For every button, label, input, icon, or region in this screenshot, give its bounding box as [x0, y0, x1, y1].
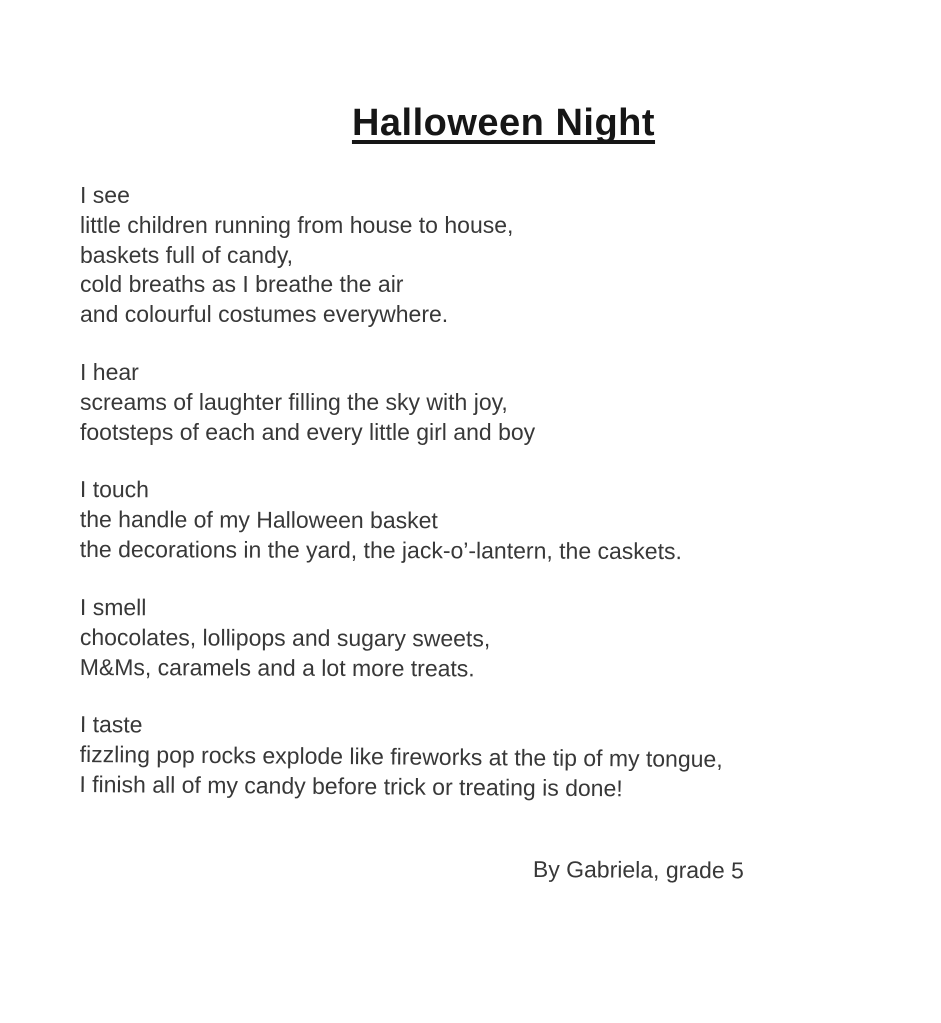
poem-line: the decorations in the yard, the jack-o’-lantern, the caskets. [79, 535, 682, 565]
poem-line: chocolates, lollipops and sugary sweets, [79, 623, 491, 651]
poem-line: the handle of my Halloween basket [79, 506, 438, 534]
stanza-see [80, 181, 901, 330]
poem-line: M&Ms, caramels and a lot more treats. [79, 653, 475, 681]
poem-line: I hear [80, 358, 139, 385]
poem-line: I finish all of my candy before trick or treating is done! [79, 770, 623, 802]
poem-line: little children running from house to house, [80, 211, 514, 238]
poem-line: I taste [79, 711, 143, 738]
stanza-touch [80, 475, 901, 567]
stanza-taste [79, 710, 901, 806]
byline: By Gabriela, grade 5 [532, 856, 744, 884]
poem-line: baskets full of candy, [80, 241, 294, 268]
poem-line: footsteps of each and every little girl and boy [80, 418, 536, 445]
poem-line: screams of laughter filling the sky with joy, [80, 388, 508, 415]
poem-body [80, 181, 901, 828]
poem-line: I see [80, 182, 130, 208]
page-title-text: Halloween Night [351, 102, 656, 144]
stanza-hear [80, 358, 901, 447]
poem-line: I touch [79, 476, 150, 503]
poem-line: and colourful costumes everywhere. [80, 301, 449, 328]
page-title [66, 102, 941, 145]
poem-line: I smell [79, 593, 147, 620]
poem-line: cold breaths as I breathe the air [80, 271, 404, 298]
poem-line: fizzling pop rocks explode like fireworks at the tip of my tongue, [79, 740, 723, 773]
stanza-smell [80, 593, 901, 685]
